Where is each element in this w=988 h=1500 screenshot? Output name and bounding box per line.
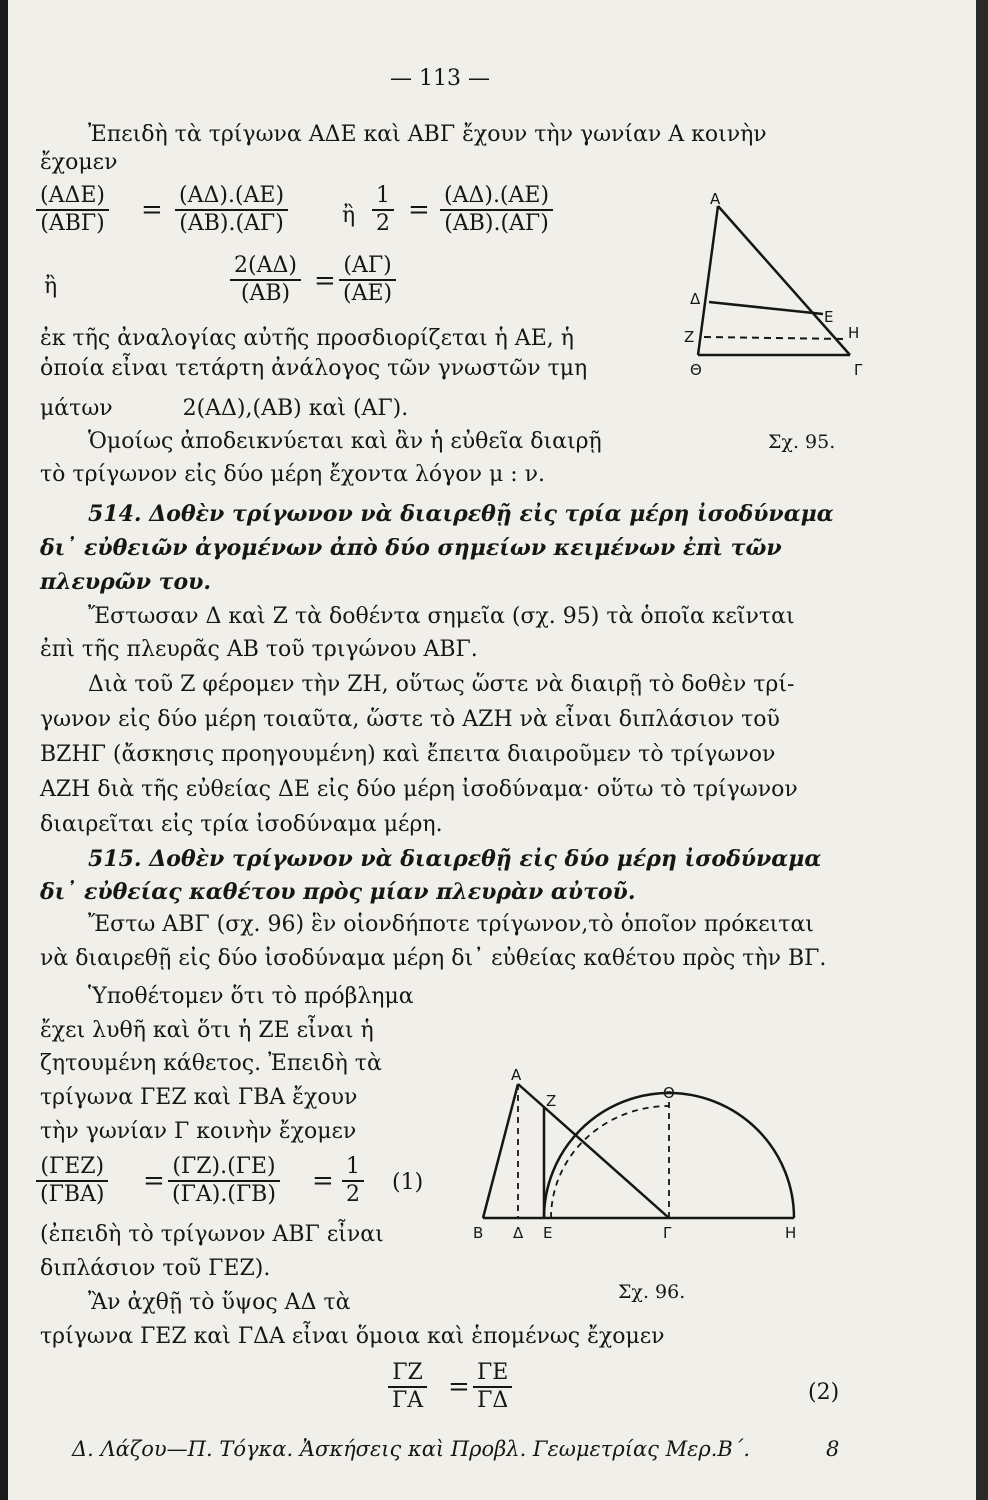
denominator: (ΑΒ).(ΑΓ) xyxy=(444,211,549,236)
footer-text: Δ. Λάζου—Π. Τόγκα. Ἀσκήσεις καὶ Προβλ. Γεωμετρίας Μερ.Β΄. xyxy=(72,1437,751,1461)
text-line: Διὰ τοῦ Ζ φέρομεν τὴν ΖΗ, οὕτως ὥστε νὰ διαιρῇ τὸ δοθὲν τρί- xyxy=(88,672,795,697)
numerator: 1 xyxy=(372,183,394,211)
label-e: Ε xyxy=(543,1224,553,1242)
label-b: Θ xyxy=(690,361,702,379)
text-line: ΑΖΗ διὰ τῆς εὐθείας ΔΕ εἰς δύο μέρη ἰσοδύναμα· οὕτω τὸ τρίγωνον xyxy=(40,777,798,802)
text-line: τρίγωνα ΓΕΖ καὶ ΓΒΑ ἔχουν xyxy=(40,1085,358,1110)
text-line: Ἔστω ΑΒΓ (σχ. 96) ἓν οἱονδήποτε τρίγωνον,τὸ ὁποῖον πρόκειται xyxy=(88,912,814,937)
denominator: (ΑΕ) xyxy=(343,281,393,306)
segment-zh-dashed xyxy=(704,337,846,339)
fraction xyxy=(36,1154,109,1208)
numerator: (ΓΖ).(ΓΕ) xyxy=(168,1154,279,1182)
denominator: 2 xyxy=(376,211,390,236)
equals-sign: = xyxy=(408,195,430,225)
equals-sign: = xyxy=(141,195,163,225)
side-ag xyxy=(518,1084,669,1218)
text-line: ἔχομεν xyxy=(40,150,118,175)
label-th: Θ xyxy=(663,1084,675,1102)
equals-sign: = xyxy=(143,1166,165,1196)
or-word: ἢ xyxy=(44,274,58,299)
label-e: Ε xyxy=(824,308,834,326)
numerator: (ΑΔ).(ΑΕ) xyxy=(440,183,553,211)
denominator: ΓΑ xyxy=(392,1388,424,1413)
text-line: νὰ διαιρεθῇ εἰς δύο ἰσοδύναμα μέρη δι᾽ εὐθείας καθέτου πρὸς τὴν ΒΓ. xyxy=(40,946,827,971)
numerator: 2(ΑΔ) xyxy=(230,253,301,281)
label-z: Ζ xyxy=(546,1092,557,1110)
denominator: (ΑΒ).(ΑΓ) xyxy=(179,211,284,236)
fraction xyxy=(473,1360,512,1414)
text-line: ὁποία εἶναι τετάρτη ἀνάλογος τῶν γνωστῶν τμη xyxy=(40,356,588,381)
denominator: (ΓΒΑ) xyxy=(40,1182,105,1207)
label-d: Δ xyxy=(513,1224,524,1242)
numerator: ΓΖ xyxy=(388,1360,427,1388)
denominator: (ΑΒ) xyxy=(240,281,291,306)
fraction xyxy=(388,1360,427,1414)
or-word: ἢ xyxy=(342,203,356,228)
text-line: διπλάσιον τοῦ ΓΕΖ). xyxy=(40,1256,271,1281)
book-page xyxy=(8,0,976,1500)
label-a: Α xyxy=(710,190,721,208)
equals-sign: = xyxy=(312,1166,334,1196)
fraction xyxy=(175,183,288,237)
figure-caption: Σχ. 96. xyxy=(618,1281,686,1303)
problem-heading: 514. Δοθὲν τρίγωνον νὰ διαιρεθῇ εἰς τρία μέρη ἰσοδύναμα xyxy=(88,501,834,527)
equals-sign: = xyxy=(448,1372,470,1402)
problem-heading: πλευρῶν του. xyxy=(40,569,212,595)
problem-heading: 515. Δοθὲν τρίγωνον νὰ διαιρεθῇ εἰς δύο μέρη ἰσοδύναμα xyxy=(88,846,822,872)
text-line: ἐπὶ τῆς πλευρᾶς ΑΒ τοῦ τριγώνου ΑΒΓ. xyxy=(40,637,478,662)
side-ab xyxy=(698,206,718,355)
fraction xyxy=(440,183,553,237)
fraction xyxy=(339,253,396,307)
numerator: (ΑΔΕ) xyxy=(36,183,109,211)
text-line: Ἐπειδὴ τὰ τρίγωνα ΑΔΕ καὶ ΑΒΓ ἔχουν τὴν γωνίαν Α κοινὴν xyxy=(88,122,767,147)
text-line: ἐκ τῆς ἀναλογίας αὐτῆς προσδιορίζεται ἡ ΑΕ, ἡ xyxy=(40,326,574,351)
page-edge xyxy=(976,0,988,1500)
side-ag xyxy=(718,206,850,355)
numerator: (ΑΔ).(ΑΕ) xyxy=(175,183,288,211)
page-number: — 113 — xyxy=(390,66,490,91)
text-line: (ἐπειδὴ τὸ τρίγωνον ΑΒΓ εἶναι xyxy=(40,1222,384,1247)
semicircle-arc xyxy=(544,1093,794,1218)
text-line: Ἂν ἀχθῇ τὸ ὕψος ΑΔ τὰ xyxy=(88,1290,351,1315)
side-ab xyxy=(483,1084,518,1218)
fraction xyxy=(168,1154,280,1208)
label-d: Δ xyxy=(690,290,701,308)
text-line: γωνον εἰς δύο μέρη τοιαῦτα, ὥστε τὸ ΑΖΗ νὰ εἶναι διπλάσιον τοῦ xyxy=(40,707,780,732)
problem-heading: δι᾽ εὐθείας καθέτου πρὸς μίαν πλευρὰν αὐτοῦ. xyxy=(40,879,636,905)
text-line: ἔχει λυθῆ καὶ ὅτι ἡ ΖΕ εἶναι ἡ xyxy=(40,1018,374,1043)
text-line: μάτων 2(ΑΔ),(ΑΒ) καὶ (ΑΓ). xyxy=(40,396,409,421)
text-line: Ὑποθέτομεν ὅτι τὸ πρόβλημα xyxy=(88,984,414,1009)
text-line: Ἔστωσαν Δ καὶ Ζ τὰ δοθέντα σημεῖα (σχ. 95) τὰ ὁποῖα κεῖνται xyxy=(88,604,795,629)
label-h: Η xyxy=(785,1224,797,1242)
fraction xyxy=(36,183,109,237)
label-g: Γ xyxy=(663,1224,672,1242)
label-z: Ζ xyxy=(684,328,695,346)
label-a: Α xyxy=(511,1066,522,1084)
label-h: Η xyxy=(848,324,860,342)
denominator: (ΑΒΓ) xyxy=(40,211,105,236)
signature-number: 8 xyxy=(826,1437,840,1461)
text-line: ΒΖΗΓ (ἄσκησις προηγουμένη) καὶ ἔπειτα διαιροῦμεν τὸ τρίγωνον xyxy=(40,742,776,767)
label-b: Β xyxy=(473,1224,484,1242)
text-line: τὸ τρίγωνον εἰς δύο μέρη ἔχοντα λόγον μ : ν. xyxy=(40,462,546,487)
text-line: τρίγωνα ΓΕΖ καὶ ΓΔΑ εἶναι ὅμοια καὶ ἑπομένως ἔχομεν xyxy=(40,1324,665,1349)
equation-tag: (2) xyxy=(808,1380,840,1405)
equation-tag: (1) xyxy=(392,1170,424,1195)
numerator: 1 xyxy=(342,1154,364,1182)
denominator: ΓΔ xyxy=(477,1388,509,1413)
numerator: (ΑΓ) xyxy=(339,253,395,281)
equals-sign: = xyxy=(314,266,336,296)
text-line: ζητουμένη κάθετος. Ἐπειδὴ τὰ xyxy=(40,1051,382,1076)
text-line: τὴν γωνίαν Γ κοινὴν ἔχομεν xyxy=(40,1119,357,1144)
fraction xyxy=(372,183,394,237)
figure-96 xyxy=(463,1062,803,1312)
text-line: διαιρεῖται εἰς τρία ἰσοδύναμα μέρη. xyxy=(40,812,443,837)
fraction xyxy=(230,253,301,307)
fraction xyxy=(342,1154,364,1208)
numerator: ΓΕ xyxy=(473,1360,512,1388)
denominator: 2 xyxy=(346,1182,360,1207)
figure-caption: Σχ. 95. xyxy=(768,431,836,453)
problem-heading: δι᾽ εὐθειῶν ἀγομένων ἀπὸ δύο σημείων κειμένων ἐπὶ τῶν xyxy=(40,535,782,561)
figure-95 xyxy=(668,190,878,480)
denominator: (ΓΑ).(ΓΒ) xyxy=(172,1182,276,1207)
text-line: Ὁμοίως ἀποδεικνύεται καὶ ἂν ἡ εὐθεῖα διαιρῇ xyxy=(88,429,602,454)
label-g: Γ xyxy=(854,361,863,379)
numerator: (ΓΕΖ) xyxy=(36,1154,108,1182)
